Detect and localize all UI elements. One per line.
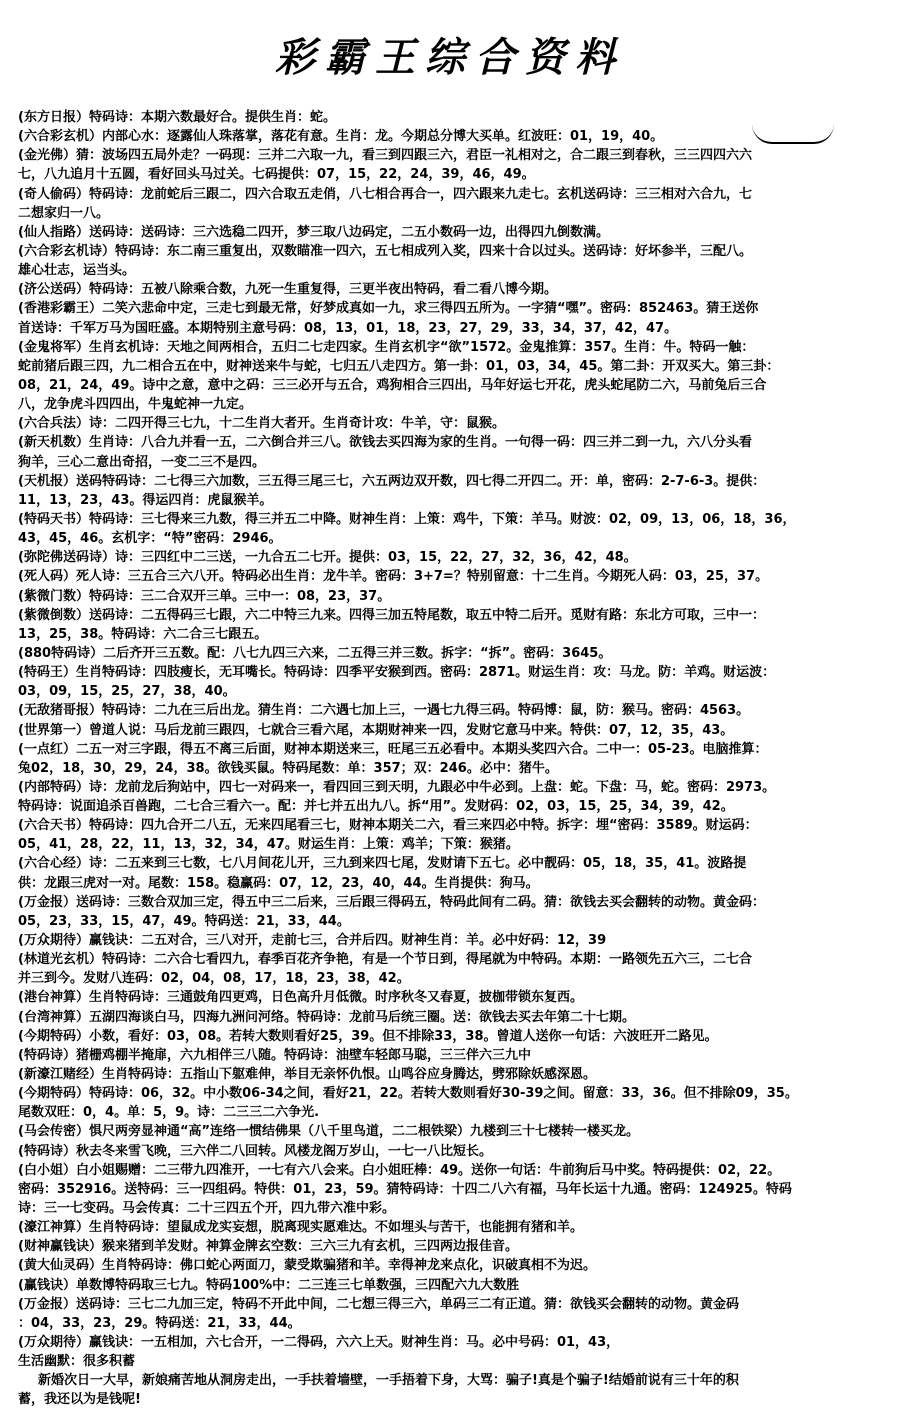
text-line: (财神赢钱诀）猴来猪到羊发财。神算金牌玄空数：三六三九有玄机，三四两边报佳音。	[18, 1239, 518, 1255]
text-line: (金鬼将军）生肖玄机诗：天地之间两相合，五归二七走四家。生肖玄机字“欲”1572。金鬼推算：357。生肖：牛。特码一触：	[18, 339, 755, 355]
text-line: 尾数双旺：0，4。单：5，9。诗：二三三二六争光.	[18, 1105, 320, 1121]
text-line: (济公送码）特码诗：五被八除乘合数，九死一生重复得，三更半夜出特码，看二看八博今期。	[18, 282, 557, 298]
text-line: (特码诗）猪栅鸡棚半掩扉，六九相伴三八随。特码诗：油壁车轻郎马聪，三三伴六三九中	[18, 1047, 531, 1063]
text-line: 密码：352916。送特码：三一四组码。特供：01，23，59。猜特码诗：十四二八六有福，马年长运十九通。密码：124925。特码	[18, 1181, 792, 1197]
text-line: (东方日报）特码诗：本期六数最好合。提供生肖：蛇。	[18, 110, 336, 125]
text-line: 诗：三一七变码。马会传真：二十三四五个开，四九带六准中彩。	[18, 1201, 396, 1217]
text-line: 供：龙跟三虎对一对。尾数：158。稳赢码：07，12，23，40，44。生肖提供：狗马。	[18, 875, 539, 891]
text-line: (天机报）送码特码诗：二七得三六加数，三五得三尾三七，六五两边双开数，四七得二开四二。开：单，密码：2-7-6-3。提供：	[18, 473, 766, 489]
text-line: (黄大仙灵码）生肖特码诗：佛口蛇心两面刀，蒙受欺骗猪和羊。幸得神龙来点化，识破真相不为迟。	[18, 1258, 596, 1274]
text-line: (特码天书）特码诗：三七得来三九数，得三并五二中降。财神生肖：上策：鸡牛，下策：羊马。财波：02，09，13，06，18，36，	[18, 511, 796, 527]
text-line: (台湾神算）五湖四海谈白马，四海九洲问河络。特码诗：龙前马后统三圈。送：欲钱去买去年第二十七期。	[18, 1009, 635, 1025]
text-line: (白小姐）白小姐赐赠：二三带九四准开，一七有六八会来。白小姐旺棒：49。送你一句话：牛前狗后马中奖。特码提供：02，22。	[18, 1162, 781, 1178]
text-line: 首送诗：千军万马为国旺盛。本期特别主意号码：08，13，01，18，23，27，29，33，34，37，42，47。	[18, 320, 678, 336]
text-line: (六合兵法）诗：二四开得三七九，十二生肖大者开。生肖奇计攻：牛羊，守：鼠猴。	[18, 416, 505, 432]
text-line: (特码诗）秋去冬来雪飞晚，三六伴二八回转。风楼龙阁万岁山，一七一八比短长。	[18, 1143, 492, 1159]
text-line: (880特码诗）二后齐开三五数。配：八七九四三六来，二五得三并三数。拆字：“拆”。密码：3645。	[18, 645, 612, 661]
text-line: 七，八九追月十五圆，看好回头马过关。七码提供：07，15，22，24，39，46，49。	[18, 167, 535, 183]
text-line: (林道光玄机）特码诗：二六合七看四九，春季百花齐争艳，有是一个节日到，得尾就为中特码。本期：一路领先五六三，二七合	[18, 952, 752, 968]
text-line: 二想家归一八。	[18, 205, 110, 221]
text-line: 兔02，18，30，29，24，38。欲钱买鼠。特码尾数：单：357；双：246。必中：猪牛。	[18, 760, 558, 776]
text-line: (马会传密）惧尺两旁显神通“高”连络一惯结佛果（八千里鸟道，二二根铁梁）九楼到三十七楼转一楼买龙。	[18, 1124, 640, 1140]
text-line: (港台神算）生肖特码诗：三通鼓角四更鸡，日色高升月低微。时序秋冬又春夏，披枷带锁东复西。	[18, 990, 583, 1006]
article-body	[18, 108, 888, 1410]
text-line: (内部特码）诗：龙前龙后狗站中，四七一对码来一，看四回三到天明，九跟必中牛必到。上盘：蛇。下盘：马，蛇。密码：2973。	[18, 779, 776, 795]
text-line: 狗羊，三心二意出奇招，一变二三不是四。	[18, 454, 266, 470]
text-line: 05，23，33，15，47，49。特码送：21，33，44。	[18, 913, 350, 929]
text-line: 11，13，23，43。得运四肖：虎鼠猴羊。	[18, 492, 273, 508]
text-line: 08，21，24，49。诗中之意，意中之码：三三必开与五合，鸡狗相合三四出，马年好运七开花，虎头蛇尾防二六，马前兔后三合	[18, 377, 767, 393]
text-line: (弥陀佛送码诗）诗：三四红中二三送，一九合五二七开。提供：03，15，22，27，32，36，42，48。	[18, 550, 637, 566]
text-line: 蛇前猪后跟三四，九二相合五在中，财神送来牛与蛇，七归五八走四方。第一卦：01，03，34，45。第二卦：开双买大。第三卦：	[18, 358, 780, 374]
text-line: (赢钱诀）单数博特码取三七九。特码100%中：二三连三七单数强，三四配六九大数胜	[18, 1277, 520, 1293]
text-line: (六合彩玄机诗）特码诗：东二南三重复出，双数瞄准一四六，五七相成列入奖，四来十合以过头。送码诗：好坏参半，三配八。	[18, 243, 752, 259]
text-line: (今期特码）小数，看好：03，08。若转大数则看好25，39。但不排除33，38。曾道人送你一句话：六波旺开二路见。	[18, 1028, 718, 1044]
text-line: (新濠江赌经）生肖特码诗：五指山下躯难伸，举目无亲怀仇恨。山鸣谷应身腾达，劈邪除妖感深恩。	[18, 1067, 596, 1083]
text-line: (奇人偷码）特码诗：龙前蛇后三跟二，四六合取五走俏，八七相合再合一，四六跟来九走七。玄机送码诗：三三相对六合九，七	[18, 186, 752, 202]
text-line: (特码王）生肖特码诗：四肢瘦长，无耳嘴长。特码诗：四季平安猴到西。密码：2871。财运生肖：攻：马龙。防：羊鸡。财运波：	[18, 665, 776, 681]
text-line: 05，41，28，22，11，13，32，34，47。财运生肖：上策：鸡羊；下策：猴猪。	[18, 837, 519, 853]
text-line: (世界第一）曾道人说：马后龙前三跟四，七就合三看六尾，本期财神来一四，发财它意马中来。特供：07，12，35，43。	[18, 722, 734, 738]
text-line: 雄心壮志，运当头。	[18, 263, 136, 279]
text-line: 八，龙争虎斗四四出，牛鬼蛇神一九定。	[18, 397, 253, 413]
story-line: 蓄，我还以为是钱呢!	[18, 1392, 141, 1408]
text-line: (紫微倒数）送码诗：二五得码三七跟，六二中特三九来。四得三加五特尾数，取五中特二后开。觅财有路：东北方可取，三中一：	[18, 607, 765, 623]
text-line: (金光佛）猜：波场四五局外走？一码现：三并二六取一九，看三到四跟三六，君臣一礼相对之，合二跟三到春秋，三三四四六六	[18, 148, 752, 164]
text-line: (新天机数）生肖诗：八合九并看一五，二六倒合并三八。欲钱去买四海为家的生肖。一句得一码：四三并二到一九，六八分头看	[18, 435, 752, 451]
text-line: (无敌猪哥报）特码诗：二九在三后出龙。猜生肖：二六遇七加上三，一遇七九得三码。特码博：鼠，防：猴马。密码：4563。	[18, 703, 750, 719]
text-line: 生活幽默：很多积蓄	[18, 1354, 136, 1370]
text-line: (死人码）死人诗：三五合三六八开。特码必出生肖：龙牛羊。密码：3+7=？特别留意：十二生肖。今期死人码：03，25，37。	[18, 569, 769, 585]
text-line: 并三到今。发财八连码：02，04，08，17，18，23，38，42。	[18, 971, 410, 987]
story-line: 新婚次日一大早，新娘痛苦地从洞房走出，一手扶着墙壁，一手捂着下身，大骂：骗子!真是个骗子!结婚前说有三十年的积	[38, 1373, 739, 1389]
text-line: 43，45，46。玄机字：“特”密码：2946。	[18, 531, 282, 547]
text-line: (万众期待）赢钱诀：二五对合，三八对开，走前七三，合并后四。财神生肖：羊。必中好码：12，39	[18, 933, 607, 949]
text-line: (紫微门数）特码诗：三二合双开三单。三中一：08，23，37。	[18, 588, 391, 604]
text-line: (濠江神算）生肖特码诗：望鼠成龙实妄想，脱离现实愿难达。不如埋头与苦干，也能拥有猪和羊。	[18, 1220, 583, 1236]
text-line: 特码诗：说面追杀百兽跑，二七合三看六一。配：并七并五出九八。拆“用”。发财码：02，03，15，25，34，39，42。	[18, 799, 734, 815]
text-line: (六合天书）特码诗：四九合开二八五，无来四尾看三七，财神本期关二六，看三来四必中特。拆字：埋“密码：3589。财运码：	[18, 818, 758, 834]
text-line: (万众期待）赢钱诀：一五相加，六七合开，一二得码，六六上天。财神生肖：马。必中号码：01，43，	[18, 1335, 620, 1350]
text-line: (今期特码）特码诗：06，32。中小数06-34之间，看好21，22。若转大数则看好30-39之间。留意：33，36。但不排除09，35。	[18, 1086, 798, 1102]
text-line: (万金报）送码诗：三七二九加三定，特码不开此中间，二七想三得三六，单码三二有正道。猜：欲钱买会翻转的动物。黄金码	[18, 1296, 739, 1312]
text-line: ：04，33，23，29。特码送：21，33，44。	[18, 1315, 301, 1331]
text-line: 13，25，38。特码诗：六二合三七跟五。	[18, 626, 268, 642]
text-line: (万金报）送码诗：三数合双加三定，得五中三二后来，三后跟三得码五，特码此间有二码。猜：欲钱去买会翻转的动物。黄金码：	[18, 894, 765, 910]
text-line: (仙人指路）送码诗：送码诗：三六选稳二四开，梦三取八边码定，二五小数码一边，出得四九倒数满。	[18, 224, 609, 240]
text-line: (香港彩霸王）二笑六悲命中定，三走七到最无常，好梦成真如一九，求三得四五所为。一字猜“嘿”。密码：852463。猜王送你	[18, 301, 759, 317]
text-line: (一点红）二五一对三字跟，得五不离三后面，财神本期送来三，旺尾三五必看中。本期头奖四六合。二中一：05-23。电脑推算：	[18, 741, 768, 757]
page-title: 彩霸王综合资料	[275, 34, 625, 81]
text-line: (六合彩玄机）内部心水：逐露仙人珠落掌，落花有意。生肖：龙。今期总分博大买单。红波旺：01，19，40。	[18, 129, 664, 145]
text-line: 03，09，15，25，27，38，40。	[18, 684, 236, 700]
text-line: (六合心经）诗：二五来到三七数，七八月间花儿开，三九到来四七尾，发财请下五七。必中靓码：05，18，35，41。波路提	[18, 856, 747, 872]
